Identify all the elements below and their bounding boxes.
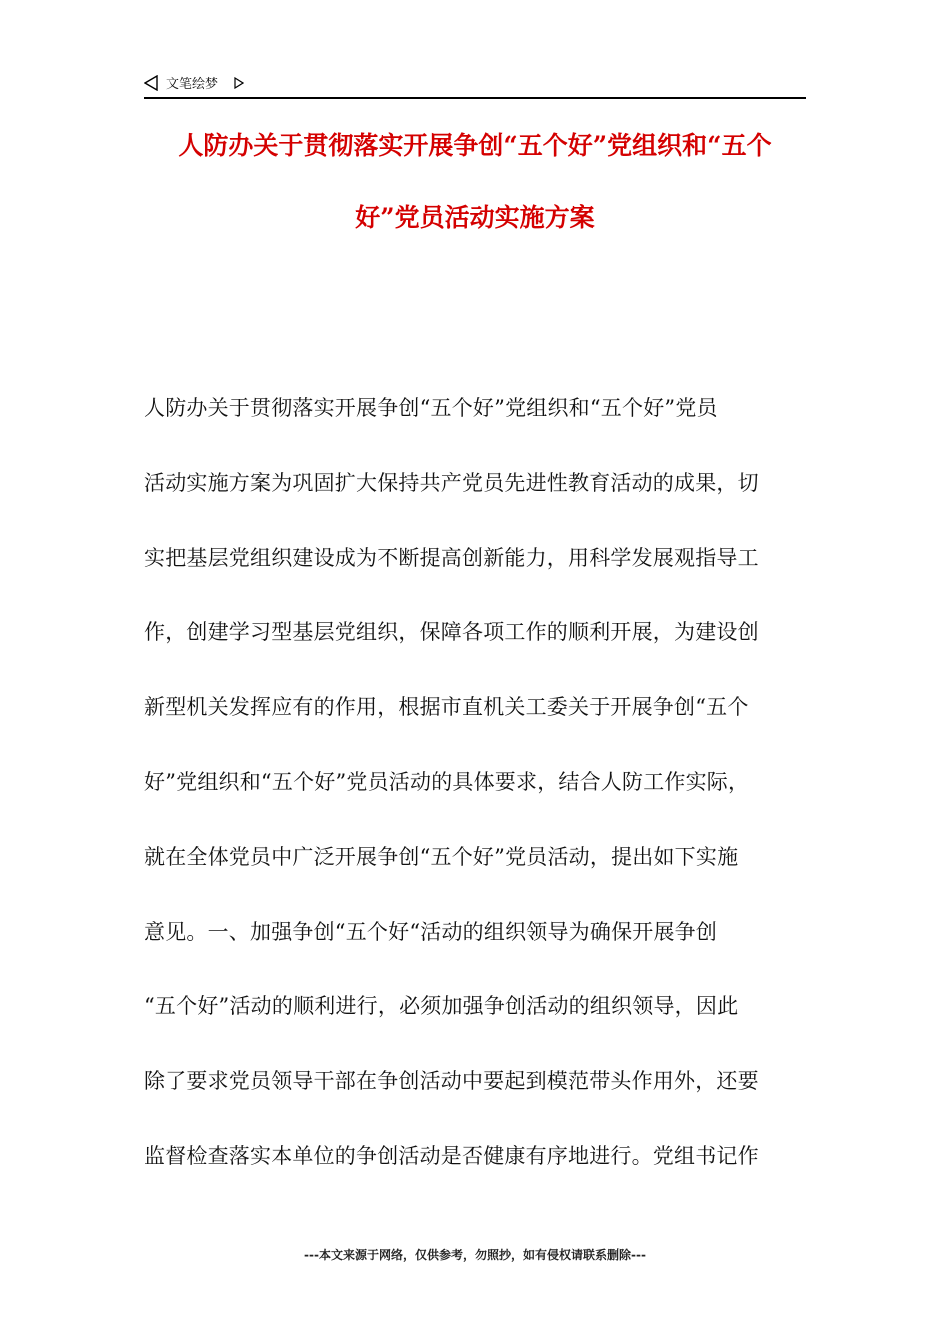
page-footer: ---本文来源于网络，仅供参考，勿照抄，如有侵权请联系删除--- <box>304 1248 646 1262</box>
triangle-right-icon <box>234 77 244 89</box>
document-title <box>144 128 806 235</box>
body-line: 好”党组织和“五个好”党员活动的具体要求，结合人防工作实际， <box>144 769 750 794</box>
body-line: 监督检查落实本单位的争创活动是否健康有序地进行。党组书记作 <box>144 1143 759 1168</box>
body-line: 活动实施方案为巩固扩大保持共产党员先进性教育活动的成果，切 <box>144 470 759 495</box>
body-text <box>144 393 824 1216</box>
title-line-1: 人防办关于贯彻落实开展争创“五个好”党组织和“五个 <box>178 131 772 160</box>
body-line: 新型机关发挥应有的作用，根据市直机关工委关于开展争创“五个 <box>144 695 749 720</box>
body-line: 作，创建学习型基层党组织，保障各项工作的顺利开展，为建设创 <box>144 620 759 645</box>
page-header <box>144 73 806 99</box>
body-line: “五个好”活动的顺利进行，必须加强争创活动的组织领导，因此 <box>144 994 739 1019</box>
triangle-left-icon <box>144 75 158 91</box>
title-line-2: 好”党员活动实施方案 <box>355 203 595 232</box>
body-line: 就在全体党员中广泛开展争创“五个好”党员活动，提出如下实施 <box>144 844 739 869</box>
body-line: 意见。一、加强争创“五个好“活动的组织领导为确保开展争创 <box>144 919 718 944</box>
body-line: 人防办关于贯彻落实开展争创“五个好”党组织和“五个好”党员 <box>144 396 718 420</box>
header-brand: 文笔绘梦 <box>166 77 219 92</box>
body-line: 实把基层党组织建设成为不断提高创新能力，用科学发展观指导工 <box>144 545 759 570</box>
body-line: 除了要求党员领导干部在争创活动中要起到模范带头作用外，还要 <box>144 1069 759 1094</box>
